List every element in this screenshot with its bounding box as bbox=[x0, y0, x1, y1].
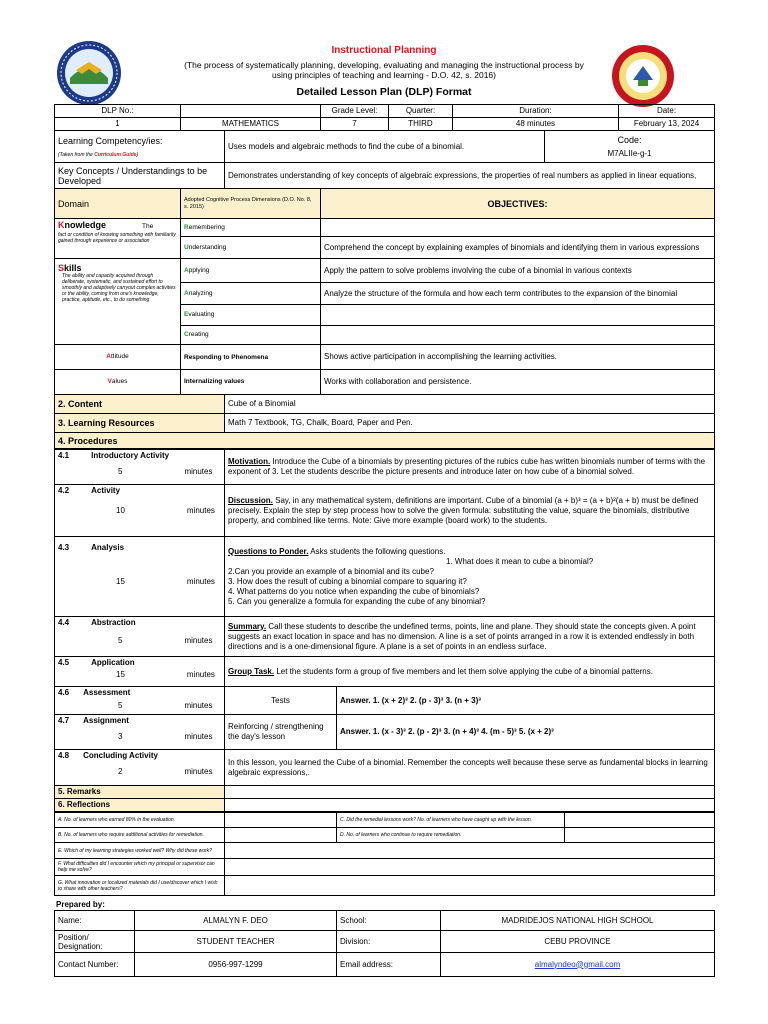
date-label: Date: bbox=[619, 105, 715, 118]
reflection-d: D. No. of learners who continue to require remediation. bbox=[337, 828, 565, 843]
proc-4-8-text: In this lesson, you learned the Cube of a binomial. Remember the concepts well because these serve as fundamental blocks in learning algebraic expressions,. bbox=[225, 750, 715, 786]
division-value: CEBU PROVINCE bbox=[441, 931, 715, 953]
creating-label: Creating bbox=[181, 326, 321, 345]
knowledge-desc: fact or condition of knowing something with familiarity gained through experience or association bbox=[58, 232, 176, 244]
proc-4-1-text: Motivation. Introduce the Cube of a binomials by presenting pictures of the rubics cube has written binomials number of terms with the exponent of 3. Let the students describe the picture presents and introduce later on how cube of a binomial solved. bbox=[225, 450, 715, 485]
proc-4-8-cell: 4.8 Concluding Activity 2 minutes bbox=[55, 750, 225, 786]
code-value: M7ALIIe-g-1 bbox=[607, 148, 652, 158]
quarter-label: Quarter: bbox=[389, 105, 453, 118]
dlp-no-value: 1 bbox=[55, 118, 181, 131]
proc-4-2-text: Discussion. Say, in any mathematical system, definitions are important. Cube of a binomial (a + b)³ = (a + b)²(a + b) must be defined precisely. Explain the step by step process how to solve the given formula: substituting the value, square the binomials, distributive property, and combined like terms. Note: Give more example (board work) to the students. bbox=[225, 485, 715, 537]
name-label: Name: bbox=[55, 911, 135, 931]
evaluating-label: Evaluating bbox=[181, 305, 321, 326]
curriculum-guide-note: (Taken from the Curriculum Guide) bbox=[58, 151, 139, 158]
position-label: Position/ Designation: bbox=[55, 931, 135, 953]
competency-text: Uses models and algebraic methods to find the cube of a binomial. bbox=[225, 131, 545, 163]
attitude-label: Attitude bbox=[55, 345, 181, 370]
content-text: Cube of a Binomial bbox=[225, 395, 715, 414]
key-concepts-label: Key Concepts / Understandings to be Developed bbox=[55, 163, 225, 189]
school-value: MADRIDEJOS NATIONAL HIGH SCHOOL bbox=[441, 911, 715, 931]
quarter-value: THIRD bbox=[389, 118, 453, 131]
duration-label: Duration: bbox=[453, 105, 619, 118]
instructional-planning-title: Instructional Planning bbox=[331, 45, 437, 56]
contact-label: Contact Number: bbox=[55, 953, 135, 977]
analyzing-label: Analyzing bbox=[181, 283, 321, 305]
remembering-objective bbox=[321, 219, 715, 237]
proc-4-4-text: Summary. Call these students to describe the undefined terms, points, line and plane. They should state the concepts given. A point suggests an exact location in space and has no dimension. A line is a set of points arranged in a row it is extended endlessly in both directions and is a one-dimensional figure. A plane is a set of points in an endless surface. bbox=[225, 617, 715, 657]
prepared-by-label: Prepared by: bbox=[56, 900, 105, 909]
procedures-label: 4. Procedures bbox=[55, 433, 715, 449]
values-label: Values bbox=[55, 370, 181, 395]
dlp-no-label: DLP No.: bbox=[55, 105, 181, 118]
attitude-process: Responding to Phenomena bbox=[181, 345, 321, 370]
analyzing-objective: Analyze the structure of the formula and how each term contributes to the expansion of the binomial bbox=[321, 283, 715, 305]
proc-4-1-cell: 4.1 Introductory Activity 5 minutes bbox=[55, 450, 225, 485]
dlp-format-title: Detailed Lesson Plan (DLP) Format bbox=[296, 86, 472, 98]
understanding-objective: Comprehend the concept by explaining examples of binomials and identifying them in various expressions bbox=[321, 237, 715, 259]
proc-4-5-cell: 4.5 Application 15 minutes bbox=[55, 657, 225, 687]
attitude-objective: Shows active participation in accomplishing the learning activities. bbox=[321, 345, 715, 370]
values-objective: Works with collaboration and persistence. bbox=[321, 370, 715, 395]
prepared-by-table bbox=[54, 910, 715, 977]
applying-objective: Apply the pattern to solve problems involving the cube of a binomial in various contexts bbox=[321, 259, 715, 283]
skills-desc: The ability and capacity acquired through deliberate, systematic, and sustained effort to smoothly and adaptively carryout complex activities or the ability, coming from one's knowledge, practice, aptitude, etc., to do something bbox=[62, 273, 176, 303]
division-label: Division: bbox=[337, 931, 441, 953]
procedures-table bbox=[54, 449, 715, 812]
reflection-c: C. Did the remedial lessons work? No. of learners who have caught up with the lesson. bbox=[337, 813, 565, 828]
remarks-label: 5. Remarks bbox=[55, 786, 225, 799]
skills-cell: Skills The ability and capacity acquired through deliberate, systematic, and sustained effort to smoothly and adaptively carryout complex activities or the ability, coming from one's knowledge, practice, aptitude, etc., to do something bbox=[55, 259, 181, 345]
code-label: Code: bbox=[617, 134, 642, 145]
creating-objective bbox=[321, 326, 715, 345]
objectives-label: OBJECTIVES: bbox=[321, 189, 715, 219]
instructional-planning-subtitle: (The process of systematically planning, developing, evaluating and managing the instructional process by using principles of teaching and learning - D.O. 42, s. 2016) bbox=[184, 60, 584, 80]
remembering-label: Remembering bbox=[181, 219, 321, 237]
reflection-f: F. What difficulties did I encounter which my principal or supervisor can help me solve? bbox=[55, 859, 225, 876]
position-value: STUDENT TEACHER bbox=[135, 931, 337, 953]
reflections-label: 6. Reflections bbox=[55, 799, 225, 812]
reflections-value bbox=[225, 799, 715, 812]
knowledge-cell: Knowledge The fact or condition of knowing something with familiarity gained through experience or association bbox=[55, 219, 181, 259]
proc-4-7-mid: Reinforcing / strengthening the day's lesson bbox=[225, 715, 337, 750]
email-link[interactable]: almalyndeo@gmail.com bbox=[534, 959, 621, 969]
proc-4-6-mid: Tests bbox=[225, 687, 337, 715]
proc-4-2-cell: 4.2 Activity 10 minutes bbox=[55, 485, 225, 537]
proc-4-3-cell: 4.3 Analysis 15 minutes bbox=[55, 537, 225, 617]
subject-value: MATHEMATICS bbox=[181, 118, 321, 131]
cognitive-process-label: Adopted Cognitive Process Dimensions (D.O. No. 8, s. 2015) bbox=[181, 189, 321, 219]
competency-label: Learning Competency/ies: bbox=[58, 135, 163, 146]
proc-4-7-cell: 4.7 Assignment 3 minutes bbox=[55, 715, 225, 750]
proc-4-6-answer: Answer. 1. (x + 2)³ 2. (p - 3)³ 3. (n + 3)³ bbox=[337, 687, 715, 715]
school-label: School: bbox=[337, 911, 441, 931]
proc-4-3-text: Questions to Ponder. Asks students the following questions. 1. What does it mean to cube a binomial? 2.Can you provide an example of a binomial and its cube? 3. How does the result of cubing a binomial compare to squaring it? 4. What patterns do you notice when expanding the cube of binomials? 5. Can you generalize a formula for expanding the cube of any binomial? bbox=[225, 537, 715, 617]
reflection-e: E. Which of my learning strategies worked well? Why did these work? bbox=[55, 843, 225, 859]
evaluating-objective bbox=[321, 305, 715, 326]
proc-4-6-cell: 4.6 Assessment 5 minutes bbox=[55, 687, 225, 715]
grade-level-value: 7 bbox=[321, 118, 389, 131]
applying-label: Applying bbox=[181, 259, 321, 283]
email-label: Email address: bbox=[337, 953, 441, 977]
remarks-value bbox=[225, 786, 715, 799]
duration-value: 48 minutes bbox=[453, 118, 619, 131]
code-cell bbox=[545, 131, 715, 163]
content-label: 2. Content bbox=[55, 395, 225, 414]
understanding-label: Understanding bbox=[181, 237, 321, 259]
reflection-b: B. No. of learners who require additional activities for remediation. bbox=[55, 828, 225, 843]
reflection-a: A. No. of learners who earned 80% in the evaluation. bbox=[55, 813, 225, 828]
key-concepts-text: Demonstrates understanding of key concepts of algebraic expressions, the properties of real numbers as applied in linear equations, bbox=[225, 163, 715, 189]
proc-4-7-answer: Answer. 1. (x - 3)³ 2. (p - 2)³ 3. (n + 4)³ 4. (m - 5)³ 5. (x + 2)³ bbox=[337, 715, 715, 750]
values-process: Internalizing values bbox=[181, 370, 321, 395]
resources-label: 3. Learning Resources bbox=[55, 414, 225, 433]
competency-label-cell bbox=[55, 131, 225, 163]
lesson-plan-table bbox=[54, 104, 715, 449]
domain-label: Domain bbox=[55, 189, 181, 219]
contact-value: 0956-997-1299 bbox=[135, 953, 337, 977]
name-value: ALMALYN F. DEO bbox=[135, 911, 337, 931]
reflections-table bbox=[54, 812, 715, 896]
proc-4-5-text: Group Task. Let the students form a group of five members and let them solve applying the cube of a binomial patterns. bbox=[225, 657, 715, 687]
grade-level-label: Grade Level: bbox=[321, 105, 389, 118]
date-value: February 13, 2024 bbox=[619, 118, 715, 131]
proc-4-4-cell: 4.4 Abstraction 5 minutes bbox=[55, 617, 225, 657]
reflection-g: G. What innovation or localized materials did I use/discover which I wish to share with other teachers? bbox=[55, 876, 225, 896]
resources-text: Math 7 Textbook, TG, Chalk, Board, Paper and Pen. bbox=[225, 414, 715, 433]
